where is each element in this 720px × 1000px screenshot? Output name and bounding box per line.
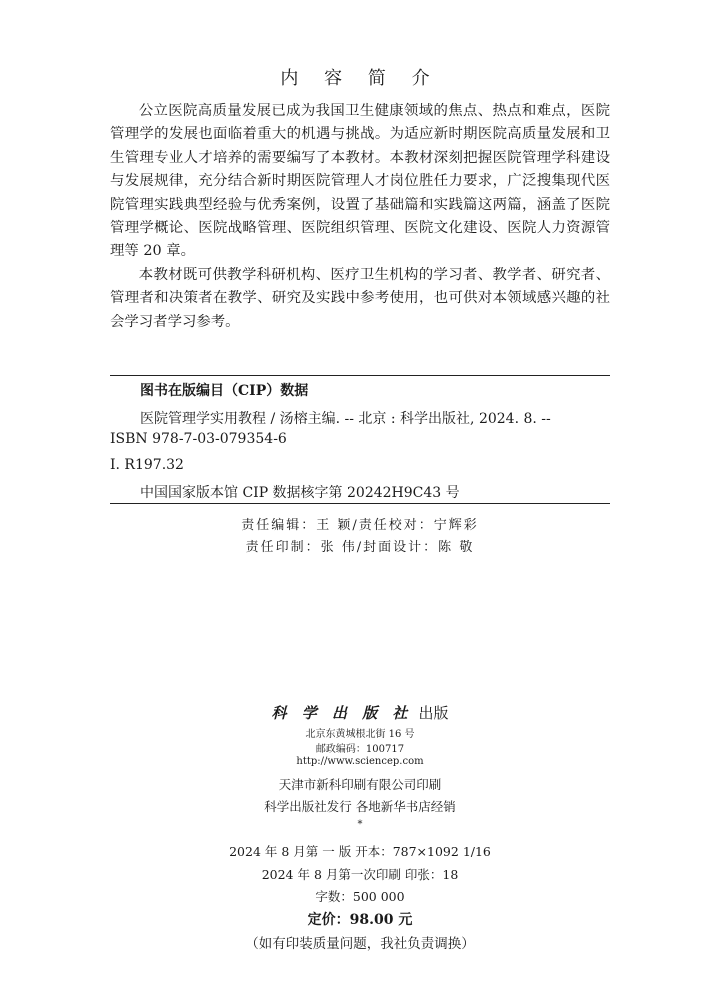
publisher-postcode: 邮政编码：100717 <box>315 744 405 755</box>
intro-paragraph-2: 本教材既可供教学科研机构、医疗卫生机构的学习者、教学者、研究者、管理者和决策者在教学、研究及实践中参考使用，也可供对本领域感兴趣的社会学习者学习参考。 <box>110 266 610 330</box>
printer-line: 天津市新科印刷有限公司印刷 <box>278 777 442 792</box>
quality-note: （如有印装质量问题，我社负责调换） <box>245 936 475 952</box>
cip-top-rule <box>110 375 610 376</box>
cip-bottom-rule <box>110 503 610 504</box>
cip-classification: Ⅰ. R197.32 <box>110 457 184 473</box>
edition-line-1: 2024 年 8 月第 一 版 开本：787×1092 1/16 <box>229 844 491 859</box>
publisher-website: http://www.sciencep.com <box>296 756 424 767</box>
cip-title: 图书在版编目（CIP）数据 <box>140 383 309 399</box>
publisher-line <box>0 702 720 723</box>
distribution-line: 科学出版社发行 各地新华书店经销 <box>264 799 456 814</box>
intro-section <box>110 100 610 334</box>
separator-star: * <box>357 819 363 830</box>
price: 定价：98.00 元 <box>307 912 413 928</box>
word-count: 字数：500 000 <box>315 889 405 904</box>
publisher-logo: 科 学 出 版 社 <box>271 704 413 722</box>
edition-line-2: 2024 年 8 月第一次印刷 印张：18 <box>261 867 459 882</box>
publisher-suffix: 出版 <box>418 704 449 722</box>
publisher-address: 北京东黄城根北街 16 号 <box>305 729 415 740</box>
page-title: 内 容 简 介 <box>280 68 440 89</box>
cip-isbn: ISBN 978-7-03-079354-6 <box>110 431 287 447</box>
intro-paragraph-1: 公立医院高质量发展已成为我国卫生健康领域的焦点、热点和难点，医院管理学的发展也面临着重大的机遇与挑战。为适应新时期医院高质量发展和卫生管理专业人才培养的需要编写了本教材。本教材深刻把握医院管理学科建设与发展规律，充分结合新时期医院管理人才岗位胜任力要求，广泛搜集现代医院管理实践典型经验与优秀案例，设置了基础篇和实践篇这两篇，涵盖了医院管理学概论、医院战略管理、医院组织管理、医院文化建设、医院人力资源管理等 20 章。 <box>110 103 610 260</box>
cip-line-1: 医院管理学实用教程 / 汤榕主编. -- 北京 : 科学出版社, 2024. 8. -- <box>140 411 551 427</box>
staff-line-2: 责任印制：张 伟/封面设计：陈 敬 <box>245 540 475 555</box>
staff-line-1: 责任编辑：王 颖/责任校对：宁辉彩 <box>241 518 479 533</box>
cip-record-number: 中国国家版本馆 CIP 数据核字第 20242H9C43 号 <box>140 485 460 501</box>
